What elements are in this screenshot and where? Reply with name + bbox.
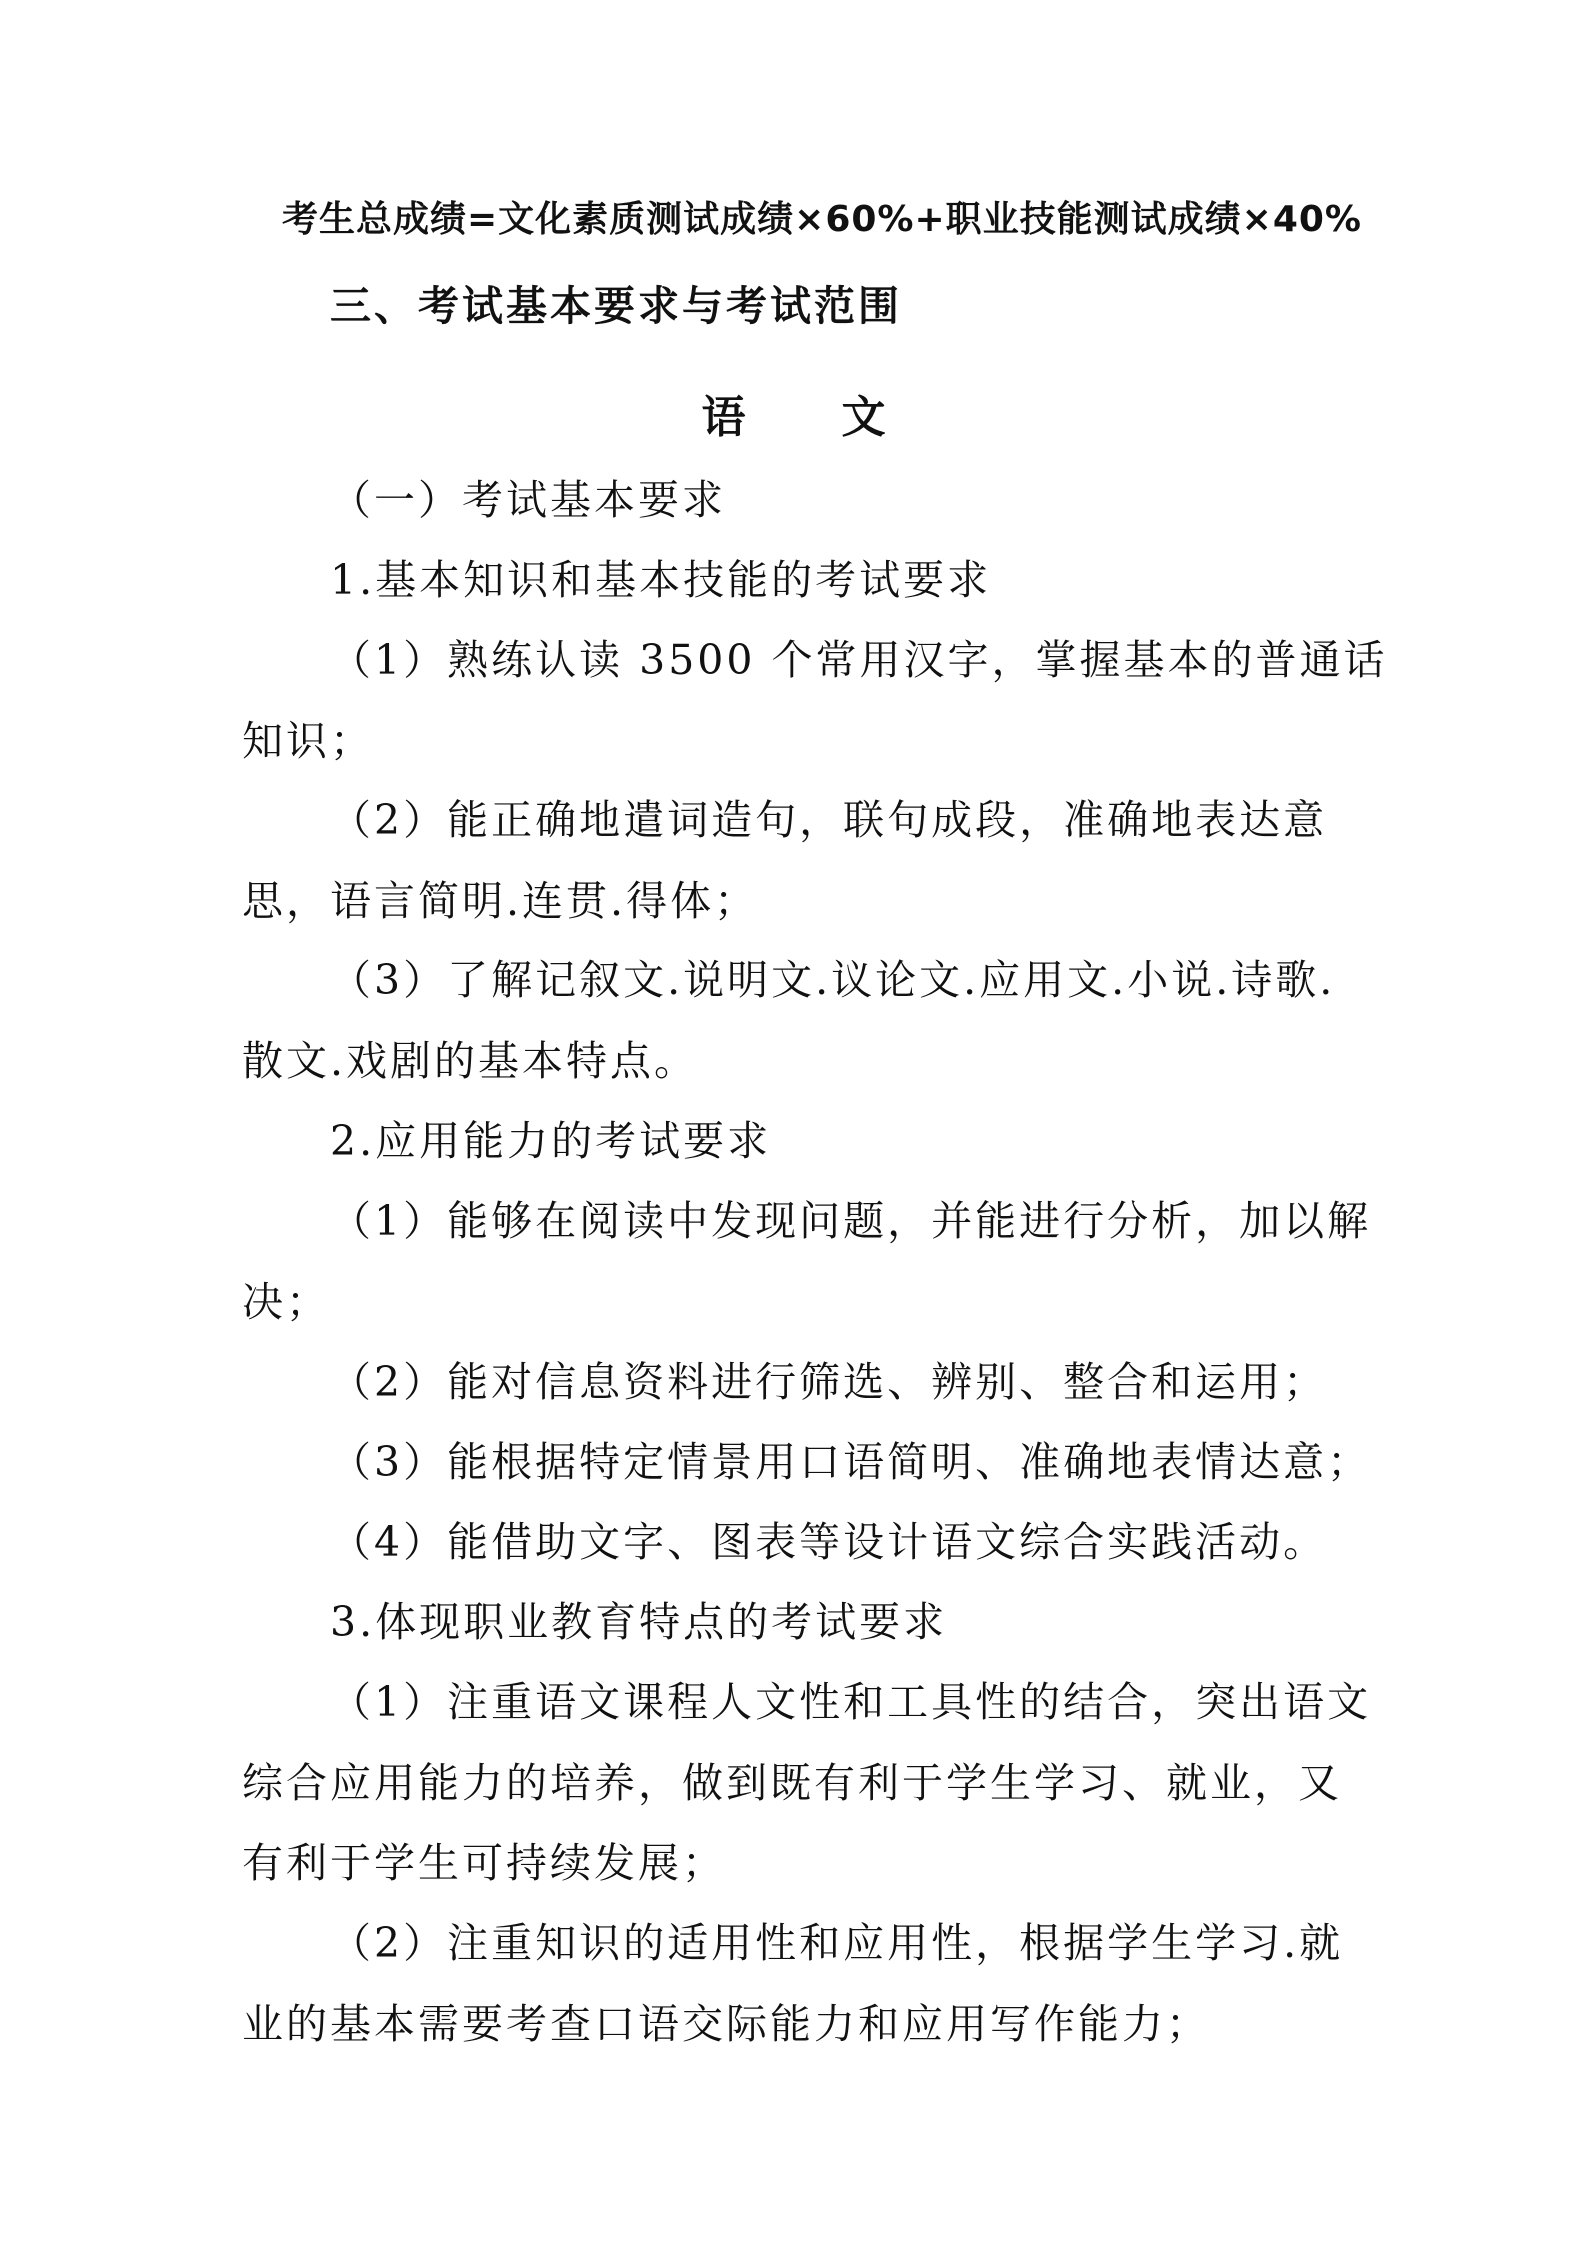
- req2-item1-line2: 决；: [242, 1278, 330, 1326]
- subject-title-char-1: 语: [701, 392, 746, 443]
- req1-item3-line2: 散文.戏剧的基本特点。: [242, 1037, 699, 1085]
- req1-item1-line1: （1）熟练认读 3500 个常用汉字，掌握基本的普通话: [330, 636, 1388, 684]
- req3-title: 3.体现职业教育特点的考试要求: [330, 1598, 948, 1646]
- score-formula: 考生总成绩=文化素质测试成绩×60%+职业技能测试成绩×40%: [282, 199, 1362, 240]
- req3-item2-line1: （2）注重知识的适用性和应用性，根据学生学习.就: [330, 1919, 1344, 1967]
- section-heading: 三、考试基本要求与考试范围: [330, 282, 902, 330]
- req1-title: 1.基本知识和基本技能的考试要求: [330, 556, 992, 604]
- subject-title-char-2: 文: [841, 392, 886, 443]
- req1-item1-line2: 知识；: [242, 717, 374, 765]
- req3-item1-line2: 综合应用能力的培养，做到既有利于学生学习、就业，又: [242, 1759, 1342, 1807]
- req3-item1-line3: 有利于学生可持续发展；: [242, 1839, 726, 1887]
- req2-item4: （4）能借助文字、图表等设计语文综合实践活动。: [330, 1518, 1328, 1566]
- req2-item1-line1: （1）能够在阅读中发现问题，并能进行分析，加以解: [330, 1197, 1372, 1245]
- req2-title: 2.应用能力的考试要求: [330, 1117, 772, 1165]
- req1-item3-line1: （3）了解记叙文.说明文.议论文.应用文.小说.诗歌.: [330, 956, 1336, 1004]
- req2-item3: （3）能根据特定情景用口语简明、准确地表情达意；: [330, 1438, 1372, 1486]
- req1-item2-line2: 思，语言简明.连贯.得体；: [242, 877, 759, 925]
- subject-title: [0, 390, 1587, 446]
- req2-item2: （2）能对信息资料进行筛选、辨别、整合和运用；: [330, 1358, 1328, 1406]
- req1-item2-line1: （2）能正确地遣词造句，联句成段，准确地表达意: [330, 796, 1328, 844]
- part-heading: （一）考试基本要求: [330, 476, 726, 524]
- req3-item1-line1: （1）注重语文课程人文性和工具性的结合，突出语文: [330, 1678, 1372, 1726]
- req3-item2-line2: 业的基本需要考查口语交际能力和应用写作能力；: [242, 2000, 1210, 2048]
